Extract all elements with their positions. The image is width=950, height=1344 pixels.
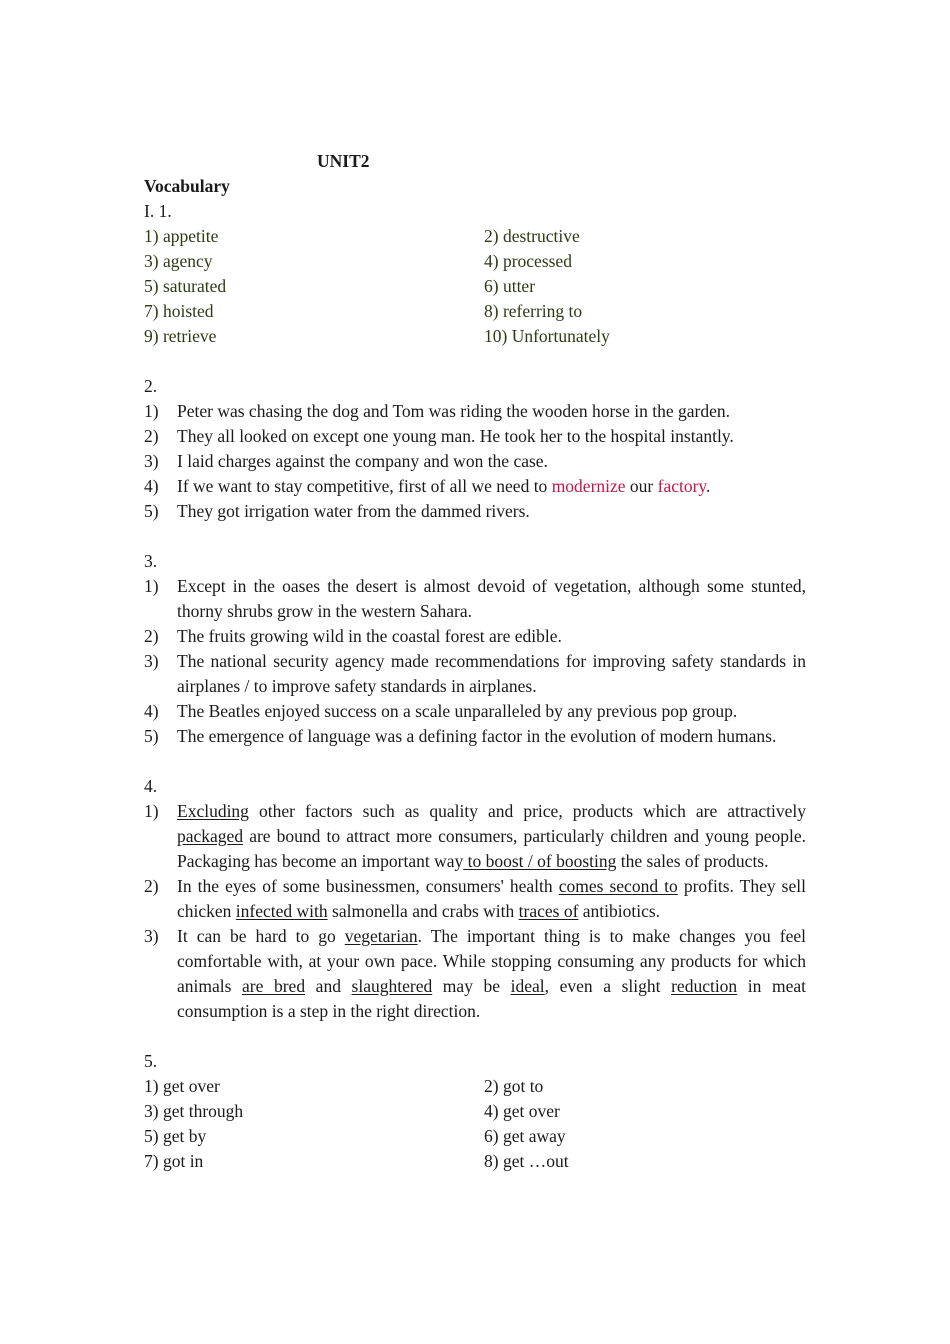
spacer [144,749,806,774]
highlighted-word: factory [657,476,707,496]
answer-item: 4) processed [484,251,572,271]
list-item [144,649,806,699]
text-segment: our [625,476,658,496]
list-item [144,924,806,1024]
underlined-answer: traces of [518,901,579,921]
text-segment: , even a slight [544,976,672,996]
item-text: The fruits growing wild in the coastal forest are edible. [177,626,562,646]
item-number: 1) [144,576,159,596]
underlined-answer: to boost / of boosting [463,851,617,871]
item-text: The Beatles enjoyed success on a scale unparalleled by any previous pop group. [177,701,738,721]
underlined-answer: Excluding [177,801,249,821]
exercise-5-answers [144,1074,806,1174]
text-segment: salmonella and crabs with [327,901,519,921]
item-number: 3) [144,651,159,671]
list-item [144,574,806,624]
underlined-answer: are bred [242,976,306,996]
text-segment: profits. They sell chicken [177,876,806,921]
item-text [177,799,806,874]
text-segment: It can be hard to go [177,926,345,946]
item-text [177,924,806,1024]
list-item [144,424,806,449]
answer-item: 8) referring to [484,301,583,321]
spacer [144,1024,806,1049]
item-number: 2) [144,426,159,446]
item-number: 3) [144,926,159,946]
spacer [144,524,806,549]
item-number: 4) [144,476,159,496]
list-item [144,399,806,424]
answer-item: 7) hoisted [144,301,214,321]
item-text [177,874,806,924]
text-segment: antibiotics. [578,901,661,921]
list-item [144,474,806,499]
item-number: 5) [144,726,159,746]
answer-item: 6) utter [484,276,536,296]
exercise-2-label: 2. [144,376,158,396]
underlined-answer: ideal [510,976,545,996]
item-text: The national security agency made recommendations for improving safety standards in airplanes / to improve safety standards in airplanes. [177,651,806,696]
item-number: 1) [144,801,159,821]
underlined-answer: infected with [235,901,328,921]
answer-item: 1) appetite [144,226,219,246]
document-page [144,149,806,1174]
text-segment: and [305,976,352,996]
text-segment: the sales of products. [616,851,769,871]
answer-item: 7) got in [144,1151,204,1171]
underlined-answer: packaged [177,826,244,846]
answer-item: 3) get through [144,1101,244,1121]
item-number: 1) [144,401,159,421]
item-text: Except in the oases the desert is almost devoid of vegetation, although some stunted, thorny shrubs grow in the western Sahara. [177,576,806,621]
list-item [144,724,806,749]
text-segment: . The important thing is to make changes you feel comfortable with, at your own pace. While stopping consuming any products for which animals [177,926,806,996]
text-segment: other factors such as quality and price, products which are attractively [248,801,806,821]
item-number: 3) [144,451,159,471]
answer-item: 9) retrieve [144,326,217,346]
answer-item: 10) Unfortunately [484,326,610,346]
list-item [144,799,806,874]
item-number: 4) [144,701,159,721]
exercise-4-label: 4. [144,776,158,796]
unit-title: UNIT2 [317,151,370,171]
exercise-3-list [144,574,806,749]
underlined-answer: comes second to [558,876,678,896]
text-segment: . [706,476,711,496]
exercise-5-label: 5. [144,1051,158,1071]
list-item [144,449,806,474]
answer-item: 6) get away [484,1126,566,1146]
item-text: The emergence of language was a defining factor in the evolution of modern humans. [177,726,777,746]
answer-item: 3) agency [144,251,213,271]
underlined-answer: vegetarian [344,926,418,946]
list-item [144,624,806,649]
exercise-1-answers [144,224,806,349]
list-item [144,699,806,724]
item-text: They got irrigation water from the dammed rivers. [177,501,530,521]
item-number: 5) [144,501,159,521]
text-segment: If we want to stay competitive, first of all we need to [177,476,552,496]
exercise-2-list [144,399,806,524]
exercise-1-label: I. 1. [144,201,172,221]
text-segment: are bound to attract more consumers, particularly children and young people. Packaging has become an important way [177,826,806,871]
text-segment: in meat consumption is a step in the right direction. [177,976,806,1021]
highlighted-word: modernize [551,476,626,496]
answer-item: 2) destructive [484,226,580,246]
answer-item: 2) got to [484,1076,544,1096]
exercise-4-list [144,799,806,1024]
answer-item: 5) saturated [144,276,227,296]
spacer [144,349,806,374]
answer-item: 5) get by [144,1126,207,1146]
item-number: 2) [144,876,159,896]
underlined-answer: slaughtered [351,976,433,996]
item-text [177,474,806,499]
text-segment: may be [432,976,511,996]
underlined-answer: reduction [671,976,738,996]
exercise-3-label: 3. [144,551,158,571]
answer-item: 4) get over [484,1101,560,1121]
list-item [144,874,806,924]
item-text: I laid charges against the company and won the case. [177,451,548,471]
item-number: 2) [144,626,159,646]
section-heading: Vocabulary [144,176,230,196]
answer-item: 8) get …out [484,1151,569,1171]
answer-item: 1) get over [144,1076,220,1096]
item-text: They all looked on except one young man. He took her to the hospital instantly. [177,426,734,446]
list-item [144,499,806,524]
item-text: Peter was chasing the dog and Tom was riding the wooden horse in the garden. [177,401,730,421]
text-segment: In the eyes of some businessmen, consumers' health [177,876,559,896]
